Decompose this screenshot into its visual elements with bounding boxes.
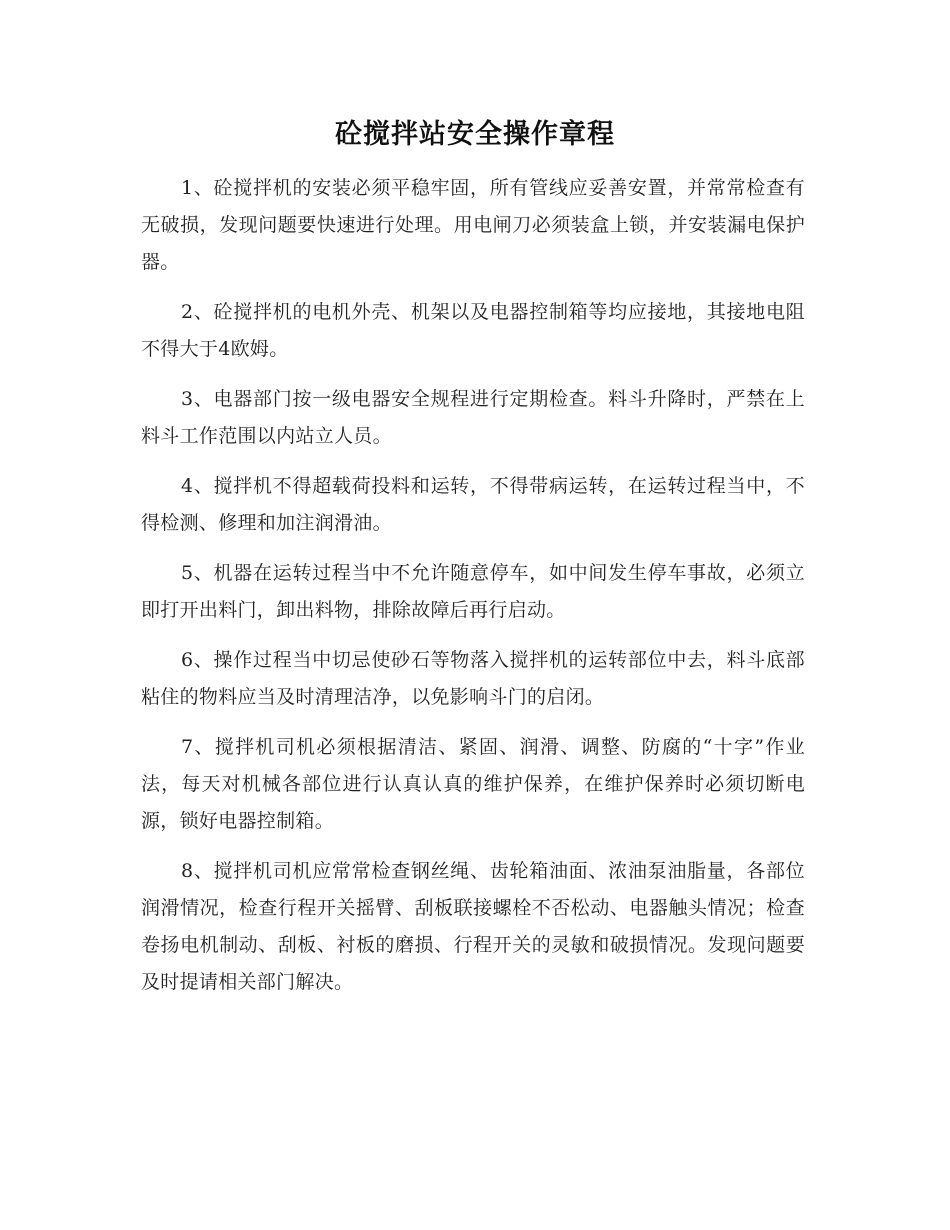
paragraph-5: 5、机器在运转过程当中不允许随意停车，如中间发生停车事故，必须立即打开出料门，卸出料物，排除故障后再行启动。: [141, 562, 805, 621]
paragraph-4: 4、搅拌机不得超载荷投料和运转，不得带病运转，在运转过程当中，不得检测、修理和加注润滑油。: [141, 475, 805, 534]
paragraph-8: 8、搅拌机司机应常常检查钢丝绳、齿轮箱油面、浓油泵油脂量，各部位润滑情况，检查行程开关摇臂、刮板联接螺栓不否松动、电器触头情况；检查卷扬电机制动、刮板、衬板的磨损、行程开关的灵敏和破损情况。发现问题要及时提请相关部门解决。: [141, 860, 805, 993]
document-title: 砼搅拌站安全操作章程: [335, 119, 615, 150]
paragraph-3: 3、电器部门按一级电器安全规程进行定期检查。料斗升降时，严禁在上料斗工作范围以内站立人员。: [141, 388, 805, 447]
paragraph-7: 7、搅拌机司机必须根据清洁、紧固、润滑、调整、防腐的“十字”作业法，每天对机械各部位进行认真认真的维护保养，在维护保养时必须切断电源，锁好电器控制箱。: [141, 736, 805, 832]
paragraph-1: 1、砼搅拌机的安装必须平稳牢固，所有管线应妥善安置，并常常检查有无破损，发现问题要快速进行处理。用电闸刀必须装盒上锁，并安装漏电保护器。: [141, 177, 805, 273]
paragraph-2: 2、砼搅拌机的电机外壳、机架以及电器控制箱等均应接地，其接地电阻不得大于4欧姆。: [141, 301, 805, 360]
document-body: [141, 170, 805, 1014]
paragraph-6: 6、操作过程当中切忌使砂石等物落入搅拌机的运转部位中去，料斗底部粘住的物料应当及时清理洁净，以免影响斗门的启闭。: [141, 649, 805, 708]
